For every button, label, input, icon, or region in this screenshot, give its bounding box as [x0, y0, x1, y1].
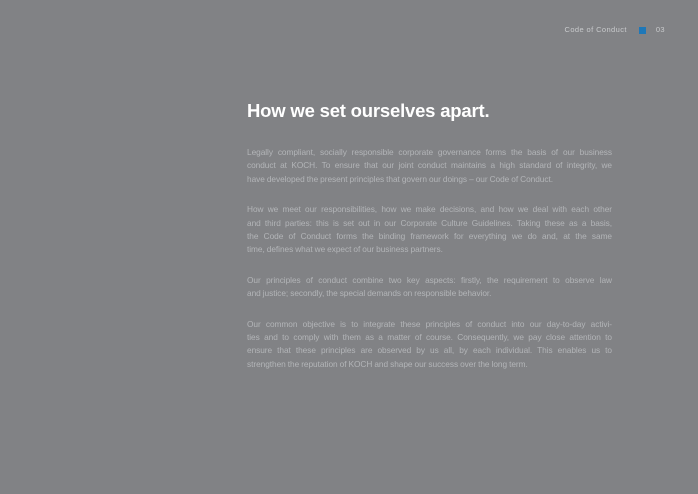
paragraph: [247, 146, 612, 186]
body-text: [247, 146, 612, 388]
paragraph-line: time, defines what we expect of our business partners.: [247, 244, 443, 255]
header-page-number: 03: [655, 25, 665, 34]
paragraph-line: ties and to comply with them as a matter of course. Consequently, we pay close attention to: [247, 332, 612, 343]
paragraph-line: strengthen the reputation of KOCH and shape our success over the long term.: [247, 358, 528, 369]
square-marker-icon: [639, 27, 646, 34]
header-section-label: Code of Conduct: [564, 25, 627, 34]
paragraph-line: the Code of Conduct forms the binding framework for everything we do and, at the same: [247, 231, 612, 242]
paragraph: [247, 274, 612, 301]
paragraph: [247, 203, 612, 257]
paragraph-line: How we meet our responsibilities, how we make decisions, and how we deal with each other: [247, 204, 612, 215]
paragraph: [247, 318, 612, 372]
paragraph-line: Our principles of conduct combine two key aspects: firstly, the requirement to observe law: [247, 274, 612, 285]
paragraph-line: conduct at KOCH. To ensure that our joint conduct maintains a high standard of integrity, we: [247, 160, 612, 171]
paragraph-line: have developed the present principles that govern our doings – our Code of Conduct.: [247, 173, 553, 184]
page-header: [565, 26, 665, 34]
page-title: How we set ourselves apart.: [247, 100, 490, 121]
paragraph-line: Our common objective is to integrate these principles of conduct into our day-to-day activi-: [247, 318, 612, 329]
paragraph-line: and justice; secondly, the special demands on responsible behavior.: [247, 288, 492, 299]
paragraph-line: Legally compliant, socially responsible corporate governance forms the basis of our business: [247, 147, 612, 157]
paragraph-line: ensure that these principles are observed by us all, by each individual. This enables us to: [247, 345, 612, 356]
paragraph-line: and third parties: this is set out in our Corporate Culture Guidelines. Taking these as a basis,: [247, 217, 612, 228]
